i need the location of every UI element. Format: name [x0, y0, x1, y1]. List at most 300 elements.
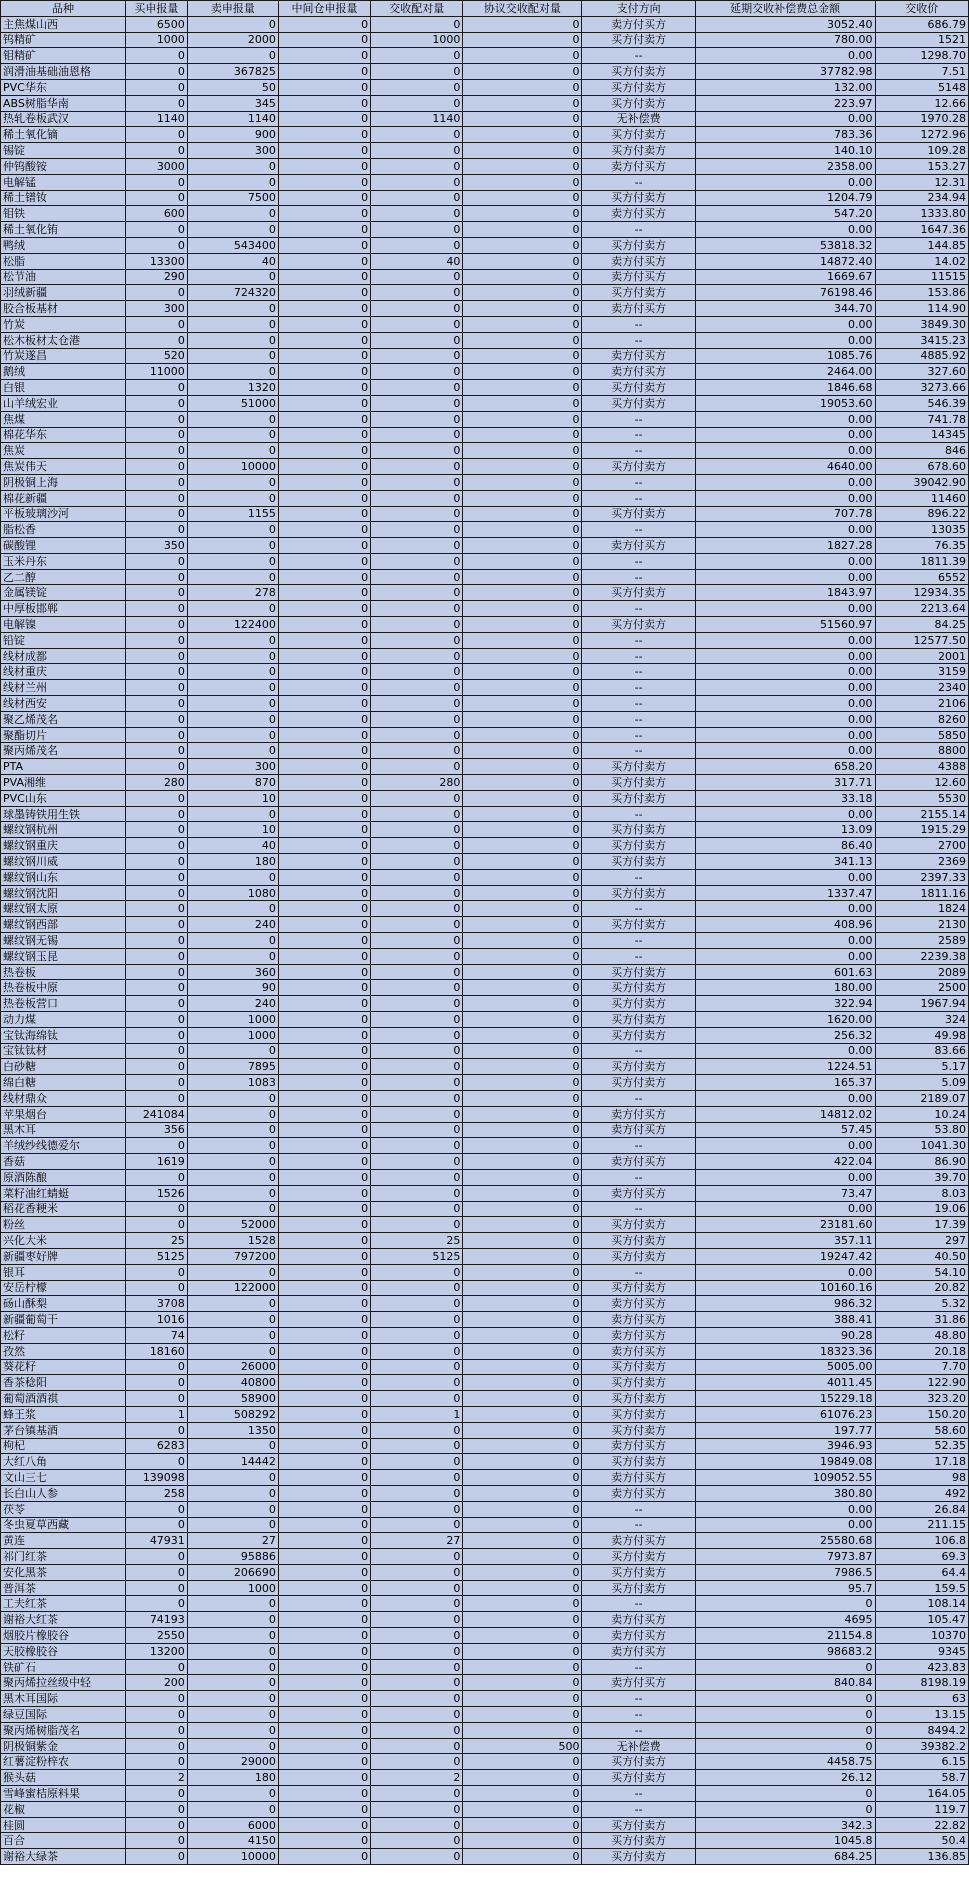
cell-payment-direction: 卖方付买方 [582, 1438, 695, 1454]
cell-delivery-price: 14.02 [875, 253, 968, 269]
cell-delivery-price: 83.66 [875, 1043, 968, 1059]
cell-agreement-matched-qty: 0 [463, 1343, 582, 1359]
cell-intermediate-qty: 0 [278, 474, 370, 490]
cell-delivery-price: 11515 [875, 269, 968, 285]
cell-compensation-total: 422.04 [695, 1154, 875, 1170]
cell-delivery-price: 327.60 [875, 364, 968, 380]
cell-compensation-total: 53818.32 [695, 237, 875, 253]
cell-sell-qty: 180 [187, 854, 278, 870]
cell-intermediate-qty: 0 [278, 648, 370, 664]
cell-agreement-matched-qty: 0 [463, 1770, 582, 1786]
table-row [1, 869, 969, 885]
cell-matched-qty: 0 [371, 1106, 463, 1122]
cell-agreement-matched-qty: 0 [463, 917, 582, 933]
cell-delivery-price: 211.15 [875, 1517, 968, 1533]
cell-sell-qty: 26000 [187, 1359, 278, 1375]
cell-delivery-price: 22.82 [875, 1817, 968, 1833]
cell-delivery-price: 5.17 [875, 1059, 968, 1075]
cell-sell-qty: 0 [187, 158, 278, 174]
table-row [1, 1343, 969, 1359]
cell-matched-qty: 0 [371, 917, 463, 933]
cell-buy-qty: 0 [125, 1169, 187, 1185]
cell-payment-direction: -- [582, 48, 695, 64]
cell-agreement-matched-qty: 0 [463, 1549, 582, 1565]
cell-agreement-matched-qty: 0 [463, 459, 582, 475]
cell-buy-qty: 0 [125, 1375, 187, 1391]
cell-compensation-total: 0.00 [695, 1264, 875, 1280]
cell-payment-direction: -- [582, 1138, 695, 1154]
cell-compensation-total: 51560.97 [695, 617, 875, 633]
cell-matched-qty: 0 [371, 1801, 463, 1817]
cell-compensation-total: 18323.36 [695, 1343, 875, 1359]
cell-agreement-matched-qty: 0 [463, 1485, 582, 1501]
cell-payment-direction: 买方付卖方 [582, 759, 695, 775]
cell-matched-qty: 0 [371, 237, 463, 253]
table-row [1, 174, 969, 190]
table-row [1, 696, 969, 712]
table-row [1, 237, 969, 253]
table-row [1, 1470, 969, 1486]
cell-intermediate-qty: 0 [278, 664, 370, 680]
table-row [1, 569, 969, 585]
cell-payment-direction: 买方付卖方 [582, 1549, 695, 1565]
cell-delivery-price: 136.85 [875, 1849, 968, 1865]
cell-product: 螺纹钢山东 [1, 869, 126, 885]
cell-compensation-total: 76198.46 [695, 285, 875, 301]
cell-buy-qty: 0 [125, 143, 187, 159]
cell-compensation-total: 344.70 [695, 301, 875, 317]
table-row [1, 980, 969, 996]
cell-matched-qty: 0 [371, 79, 463, 95]
cell-buy-qty: 0 [125, 1217, 187, 1233]
cell-payment-direction: -- [582, 1043, 695, 1059]
cell-buy-qty: 0 [125, 933, 187, 949]
cell-buy-qty: 0 [125, 1549, 187, 1565]
cell-matched-qty: 0 [371, 553, 463, 569]
table-row [1, 1264, 969, 1280]
cell-agreement-matched-qty: 0 [463, 1754, 582, 1770]
cell-intermediate-qty: 0 [278, 1470, 370, 1486]
cell-agreement-matched-qty: 0 [463, 1359, 582, 1375]
cell-payment-direction: 买方付卖方 [582, 1359, 695, 1375]
cell-product: 铁矿石 [1, 1659, 126, 1675]
cell-buy-qty: 0 [125, 380, 187, 396]
cell-compensation-total: 3052.40 [695, 16, 875, 32]
cell-product: 聚丙烯拉丝级中轻 [1, 1675, 126, 1691]
cell-payment-direction: -- [582, 1264, 695, 1280]
cell-product: 螺纹钢玉昆 [1, 948, 126, 964]
cell-product: 竹炭遂昌 [1, 348, 126, 364]
cell-intermediate-qty: 0 [278, 933, 370, 949]
cell-sell-qty: 52000 [187, 1217, 278, 1233]
cell-sell-qty: 14442 [187, 1454, 278, 1470]
cell-buy-qty: 0 [125, 1817, 187, 1833]
cell-compensation-total: 0.00 [695, 1090, 875, 1106]
cell-intermediate-qty: 0 [278, 1406, 370, 1422]
table-row [1, 522, 969, 538]
cell-agreement-matched-qty: 0 [463, 143, 582, 159]
cell-sell-qty: 360 [187, 964, 278, 980]
cell-intermediate-qty: 0 [278, 411, 370, 427]
cell-compensation-total: 165.37 [695, 1075, 875, 1091]
cell-intermediate-qty: 0 [278, 917, 370, 933]
cell-matched-qty: 0 [371, 1517, 463, 1533]
cell-intermediate-qty: 0 [278, 696, 370, 712]
cell-buy-qty: 0 [125, 680, 187, 696]
cell-delivery-price: 8494.2 [875, 1722, 968, 1738]
cell-compensation-total: 4458.75 [695, 1754, 875, 1770]
cell-buy-qty: 11000 [125, 364, 187, 380]
cell-agreement-matched-qty: 0 [463, 332, 582, 348]
cell-agreement-matched-qty: 0 [463, 1786, 582, 1802]
cell-agreement-matched-qty: 0 [463, 553, 582, 569]
cell-payment-direction: 买方付卖方 [582, 1454, 695, 1470]
cell-delivery-price: 2106 [875, 696, 968, 712]
cell-payment-direction: -- [582, 474, 695, 490]
cell-buy-qty: 1000 [125, 32, 187, 48]
cell-agreement-matched-qty: 0 [463, 222, 582, 238]
table-row [1, 1628, 969, 1644]
cell-sell-qty: 0 [187, 1501, 278, 1517]
cell-compensation-total: 5005.00 [695, 1359, 875, 1375]
cell-sell-qty: 40 [187, 838, 278, 854]
cell-delivery-price: 8260 [875, 711, 968, 727]
cell-payment-direction: -- [582, 948, 695, 964]
table-row [1, 1596, 969, 1612]
table-row [1, 933, 969, 949]
cell-agreement-matched-qty: 0 [463, 443, 582, 459]
cell-agreement-matched-qty: 0 [463, 380, 582, 396]
cell-sell-qty: 0 [187, 332, 278, 348]
table-row [1, 1154, 969, 1170]
cell-payment-direction: 买方付卖方 [582, 459, 695, 475]
cell-agreement-matched-qty: 0 [463, 759, 582, 775]
cell-compensation-total: 19247.42 [695, 1248, 875, 1264]
table-row [1, 1027, 969, 1043]
cell-buy-qty: 3708 [125, 1296, 187, 1312]
cell-buy-qty: 13300 [125, 253, 187, 269]
cell-delivery-price: 1824 [875, 901, 968, 917]
cell-payment-direction: -- [582, 680, 695, 696]
cell-matched-qty: 0 [371, 206, 463, 222]
cell-sell-qty: 206690 [187, 1564, 278, 1580]
table-row [1, 1106, 969, 1122]
cell-delivery-price: 39382.2 [875, 1738, 968, 1754]
cell-delivery-price: 2397.33 [875, 869, 968, 885]
cell-product: 白砂糖 [1, 1059, 126, 1075]
cell-matched-qty: 0 [371, 1264, 463, 1280]
cell-intermediate-qty: 0 [278, 1296, 370, 1312]
cell-delivery-price: 1811.39 [875, 553, 968, 569]
table-row [1, 1012, 969, 1028]
cell-agreement-matched-qty: 0 [463, 980, 582, 996]
cell-agreement-matched-qty: 0 [463, 1169, 582, 1185]
cell-compensation-total: 780.00 [695, 32, 875, 48]
cell-compensation-total: 0 [695, 1738, 875, 1754]
cell-compensation-total: 57.45 [695, 1122, 875, 1138]
cell-sell-qty: 51000 [187, 395, 278, 411]
cell-sell-qty: 300 [187, 143, 278, 159]
cell-matched-qty: 0 [371, 648, 463, 664]
table-row [1, 680, 969, 696]
cell-payment-direction: 卖方付买方 [582, 1106, 695, 1122]
cell-compensation-total: 19849.08 [695, 1454, 875, 1470]
cell-product: 螺纹钢西部 [1, 917, 126, 933]
cell-payment-direction: 买方付卖方 [582, 585, 695, 601]
cell-intermediate-qty: 0 [278, 711, 370, 727]
cell-product: 稻花香粳米 [1, 1201, 126, 1217]
cell-buy-qty: 0 [125, 822, 187, 838]
cell-product: 原酒陈酿 [1, 1169, 126, 1185]
cell-delivery-price: 76.35 [875, 538, 968, 554]
cell-intermediate-qty: 0 [278, 854, 370, 870]
cell-payment-direction: 买方付卖方 [582, 1027, 695, 1043]
cell-compensation-total: 7973.87 [695, 1549, 875, 1565]
cell-agreement-matched-qty: 0 [463, 585, 582, 601]
cell-sell-qty: 0 [187, 727, 278, 743]
cell-agreement-matched-qty: 0 [463, 490, 582, 506]
cell-compensation-total: 0 [695, 1786, 875, 1802]
cell-matched-qty: 0 [371, 1391, 463, 1407]
cell-matched-qty: 0 [371, 617, 463, 633]
cell-compensation-total: 0.00 [695, 48, 875, 64]
cell-compensation-total: 0.00 [695, 1201, 875, 1217]
cell-intermediate-qty: 0 [278, 1248, 370, 1264]
cell-intermediate-qty: 0 [278, 1564, 370, 1580]
cell-sell-qty: 50 [187, 79, 278, 95]
cell-buy-qty: 0 [125, 1201, 187, 1217]
cell-product: 脂松香 [1, 522, 126, 538]
table-row [1, 996, 969, 1012]
table-row [1, 95, 969, 111]
table-row [1, 585, 969, 601]
cell-compensation-total: 1669.67 [695, 269, 875, 285]
cell-intermediate-qty: 0 [278, 869, 370, 885]
cell-delivery-price: 19.06 [875, 1201, 968, 1217]
table-row [1, 1707, 969, 1723]
cell-agreement-matched-qty: 0 [463, 1501, 582, 1517]
cell-payment-direction: 卖方付买方 [582, 1154, 695, 1170]
header-compensation-total: 延期交收补偿费总金额 [695, 1, 875, 17]
cell-delivery-price: 1272.96 [875, 127, 968, 143]
cell-compensation-total: 342.3 [695, 1817, 875, 1833]
table-row [1, 143, 969, 159]
cell-intermediate-qty: 0 [278, 1043, 370, 1059]
table-row [1, 885, 969, 901]
cell-compensation-total: 73.47 [695, 1185, 875, 1201]
cell-sell-qty: 0 [187, 901, 278, 917]
cell-intermediate-qty: 0 [278, 506, 370, 522]
cell-matched-qty: 0 [371, 1185, 463, 1201]
cell-intermediate-qty: 0 [278, 1027, 370, 1043]
cell-compensation-total: 317.71 [695, 775, 875, 791]
cell-product: 中厚板邯郸 [1, 601, 126, 617]
cell-matched-qty: 0 [371, 1833, 463, 1849]
cell-delivery-price: 39.70 [875, 1169, 968, 1185]
cell-payment-direction: -- [582, 601, 695, 617]
cell-payment-direction: -- [582, 522, 695, 538]
cell-agreement-matched-qty: 0 [463, 1233, 582, 1249]
cell-compensation-total: 0.00 [695, 601, 875, 617]
cell-buy-qty: 2 [125, 1770, 187, 1786]
cell-intermediate-qty: 0 [278, 1754, 370, 1770]
cell-product: 钼精矿 [1, 48, 126, 64]
cell-buy-qty: 0 [125, 617, 187, 633]
cell-compensation-total: 140.10 [695, 143, 875, 159]
cell-delivery-price: 6552 [875, 569, 968, 585]
cell-matched-qty: 0 [371, 743, 463, 759]
cell-buy-qty: 0 [125, 948, 187, 964]
cell-matched-qty: 25 [371, 1233, 463, 1249]
cell-payment-direction: -- [582, 1090, 695, 1106]
cell-matched-qty: 0 [371, 538, 463, 554]
table-row [1, 1501, 969, 1517]
cell-intermediate-qty: 0 [278, 1012, 370, 1028]
cell-sell-qty: 0 [187, 933, 278, 949]
cell-product: 黑木耳 [1, 1122, 126, 1138]
cell-buy-qty: 0 [125, 443, 187, 459]
cell-sell-qty: 0 [187, 1675, 278, 1691]
cell-delivery-price: 8198.19 [875, 1675, 968, 1691]
table-row [1, 411, 969, 427]
cell-matched-qty: 1 [371, 1406, 463, 1422]
cell-product: 鸭绒 [1, 237, 126, 253]
cell-delivery-price: 20.18 [875, 1343, 968, 1359]
cell-product: 焦炭 [1, 443, 126, 459]
cell-intermediate-qty: 0 [278, 380, 370, 396]
cell-payment-direction: 买方付卖方 [582, 1817, 695, 1833]
cell-intermediate-qty: 0 [278, 1375, 370, 1391]
cell-delivery-price: 14345 [875, 427, 968, 443]
cell-payment-direction: 买方付卖方 [582, 1422, 695, 1438]
cell-product: 棉花新疆 [1, 490, 126, 506]
cell-agreement-matched-qty: 0 [463, 1248, 582, 1264]
cell-intermediate-qty: 0 [278, 1090, 370, 1106]
cell-payment-direction: -- [582, 316, 695, 332]
cell-sell-qty: 1320 [187, 380, 278, 396]
table-row [1, 1233, 969, 1249]
cell-intermediate-qty: 0 [278, 237, 370, 253]
cell-sell-qty: 240 [187, 996, 278, 1012]
cell-intermediate-qty: 0 [278, 127, 370, 143]
cell-delivery-price: 114.90 [875, 301, 968, 317]
table-row [1, 443, 969, 459]
cell-buy-qty: 0 [125, 1422, 187, 1438]
table-row [1, 822, 969, 838]
cell-payment-direction: 卖方付买方 [582, 538, 695, 554]
cell-compensation-total: 658.20 [695, 759, 875, 775]
cell-product: 鹅绒 [1, 364, 126, 380]
cell-delivery-price: 323.20 [875, 1391, 968, 1407]
cell-agreement-matched-qty: 0 [463, 506, 582, 522]
table-row [1, 1533, 969, 1549]
cell-agreement-matched-qty: 0 [463, 1580, 582, 1596]
cell-buy-qty: 0 [125, 127, 187, 143]
cell-payment-direction: 卖方付买方 [582, 1296, 695, 1312]
cell-sell-qty: 0 [187, 1296, 278, 1312]
cell-sell-qty: 0 [187, 1106, 278, 1122]
cell-payment-direction: -- [582, 1707, 695, 1723]
table-row [1, 1075, 969, 1091]
cell-payment-direction: -- [582, 933, 695, 949]
cell-product: 松木板材太仓港 [1, 332, 126, 348]
table-row [1, 190, 969, 206]
table-row [1, 1327, 969, 1343]
cell-matched-qty: 0 [371, 16, 463, 32]
cell-compensation-total: 37782.98 [695, 64, 875, 80]
header-delivery-price: 交收价 [875, 1, 968, 17]
cell-payment-direction: 卖方付买方 [582, 1675, 695, 1691]
cell-product: 红薯淀粉梓农 [1, 1754, 126, 1770]
cell-compensation-total: 223.97 [695, 95, 875, 111]
cell-product: 谢裕大红茶 [1, 1612, 126, 1628]
cell-buy-qty: 0 [125, 1359, 187, 1375]
table-row [1, 64, 969, 80]
cell-compensation-total: 783.36 [695, 127, 875, 143]
cell-buy-qty: 0 [125, 806, 187, 822]
cell-product: 宝钛海绵钛 [1, 1027, 126, 1043]
cell-buy-qty: 0 [125, 980, 187, 996]
cell-delivery-price: 1967.94 [875, 996, 968, 1012]
cell-compensation-total: 4011.45 [695, 1375, 875, 1391]
cell-product: 普洱茶 [1, 1580, 126, 1596]
cell-intermediate-qty: 0 [278, 206, 370, 222]
cell-product: 聚乙烯茂名 [1, 711, 126, 727]
cell-agreement-matched-qty: 0 [463, 964, 582, 980]
cell-buy-qty: 0 [125, 790, 187, 806]
cell-delivery-price: 4885.92 [875, 348, 968, 364]
cell-delivery-price: 17.18 [875, 1454, 968, 1470]
cell-buy-qty: 1016 [125, 1312, 187, 1328]
cell-agreement-matched-qty: 0 [463, 237, 582, 253]
header-payment-direction: 支付方向 [582, 1, 695, 17]
cell-buy-qty: 0 [125, 490, 187, 506]
cell-buy-qty: 0 [125, 1059, 187, 1075]
cell-delivery-price: 26.84 [875, 1501, 968, 1517]
table-row [1, 1043, 969, 1059]
cell-buy-qty: 0 [125, 1596, 187, 1612]
cell-product: 热卷板营口 [1, 996, 126, 1012]
cell-matched-qty: 0 [371, 933, 463, 949]
cell-agreement-matched-qty: 0 [463, 648, 582, 664]
cell-buy-qty: 0 [125, 838, 187, 854]
cell-sell-qty: 0 [187, 569, 278, 585]
cell-delivery-price: 119.7 [875, 1801, 968, 1817]
cell-sell-qty: 0 [187, 869, 278, 885]
cell-compensation-total: 14872.40 [695, 253, 875, 269]
cell-delivery-price: 40.50 [875, 1248, 968, 1264]
cell-buy-qty: 0 [125, 48, 187, 64]
cell-compensation-total: 7986.5 [695, 1564, 875, 1580]
cell-payment-direction: -- [582, 743, 695, 759]
cell-compensation-total: 132.00 [695, 79, 875, 95]
cell-agreement-matched-qty: 0 [463, 806, 582, 822]
cell-compensation-total: 33.18 [695, 790, 875, 806]
cell-intermediate-qty: 0 [278, 759, 370, 775]
cell-matched-qty: 0 [371, 1564, 463, 1580]
cell-matched-qty: 0 [371, 948, 463, 964]
cell-buy-qty: 0 [125, 316, 187, 332]
cell-payment-direction: 卖方付买方 [582, 1628, 695, 1644]
cell-delivery-price: 144.85 [875, 237, 968, 253]
cell-delivery-price: 10.24 [875, 1106, 968, 1122]
cell-agreement-matched-qty: 0 [463, 838, 582, 854]
cell-matched-qty: 0 [371, 1485, 463, 1501]
table-row [1, 253, 969, 269]
cell-matched-qty: 0 [371, 1217, 463, 1233]
cell-product: 烟胶片橡胶谷 [1, 1628, 126, 1644]
cell-matched-qty: 0 [371, 1549, 463, 1565]
